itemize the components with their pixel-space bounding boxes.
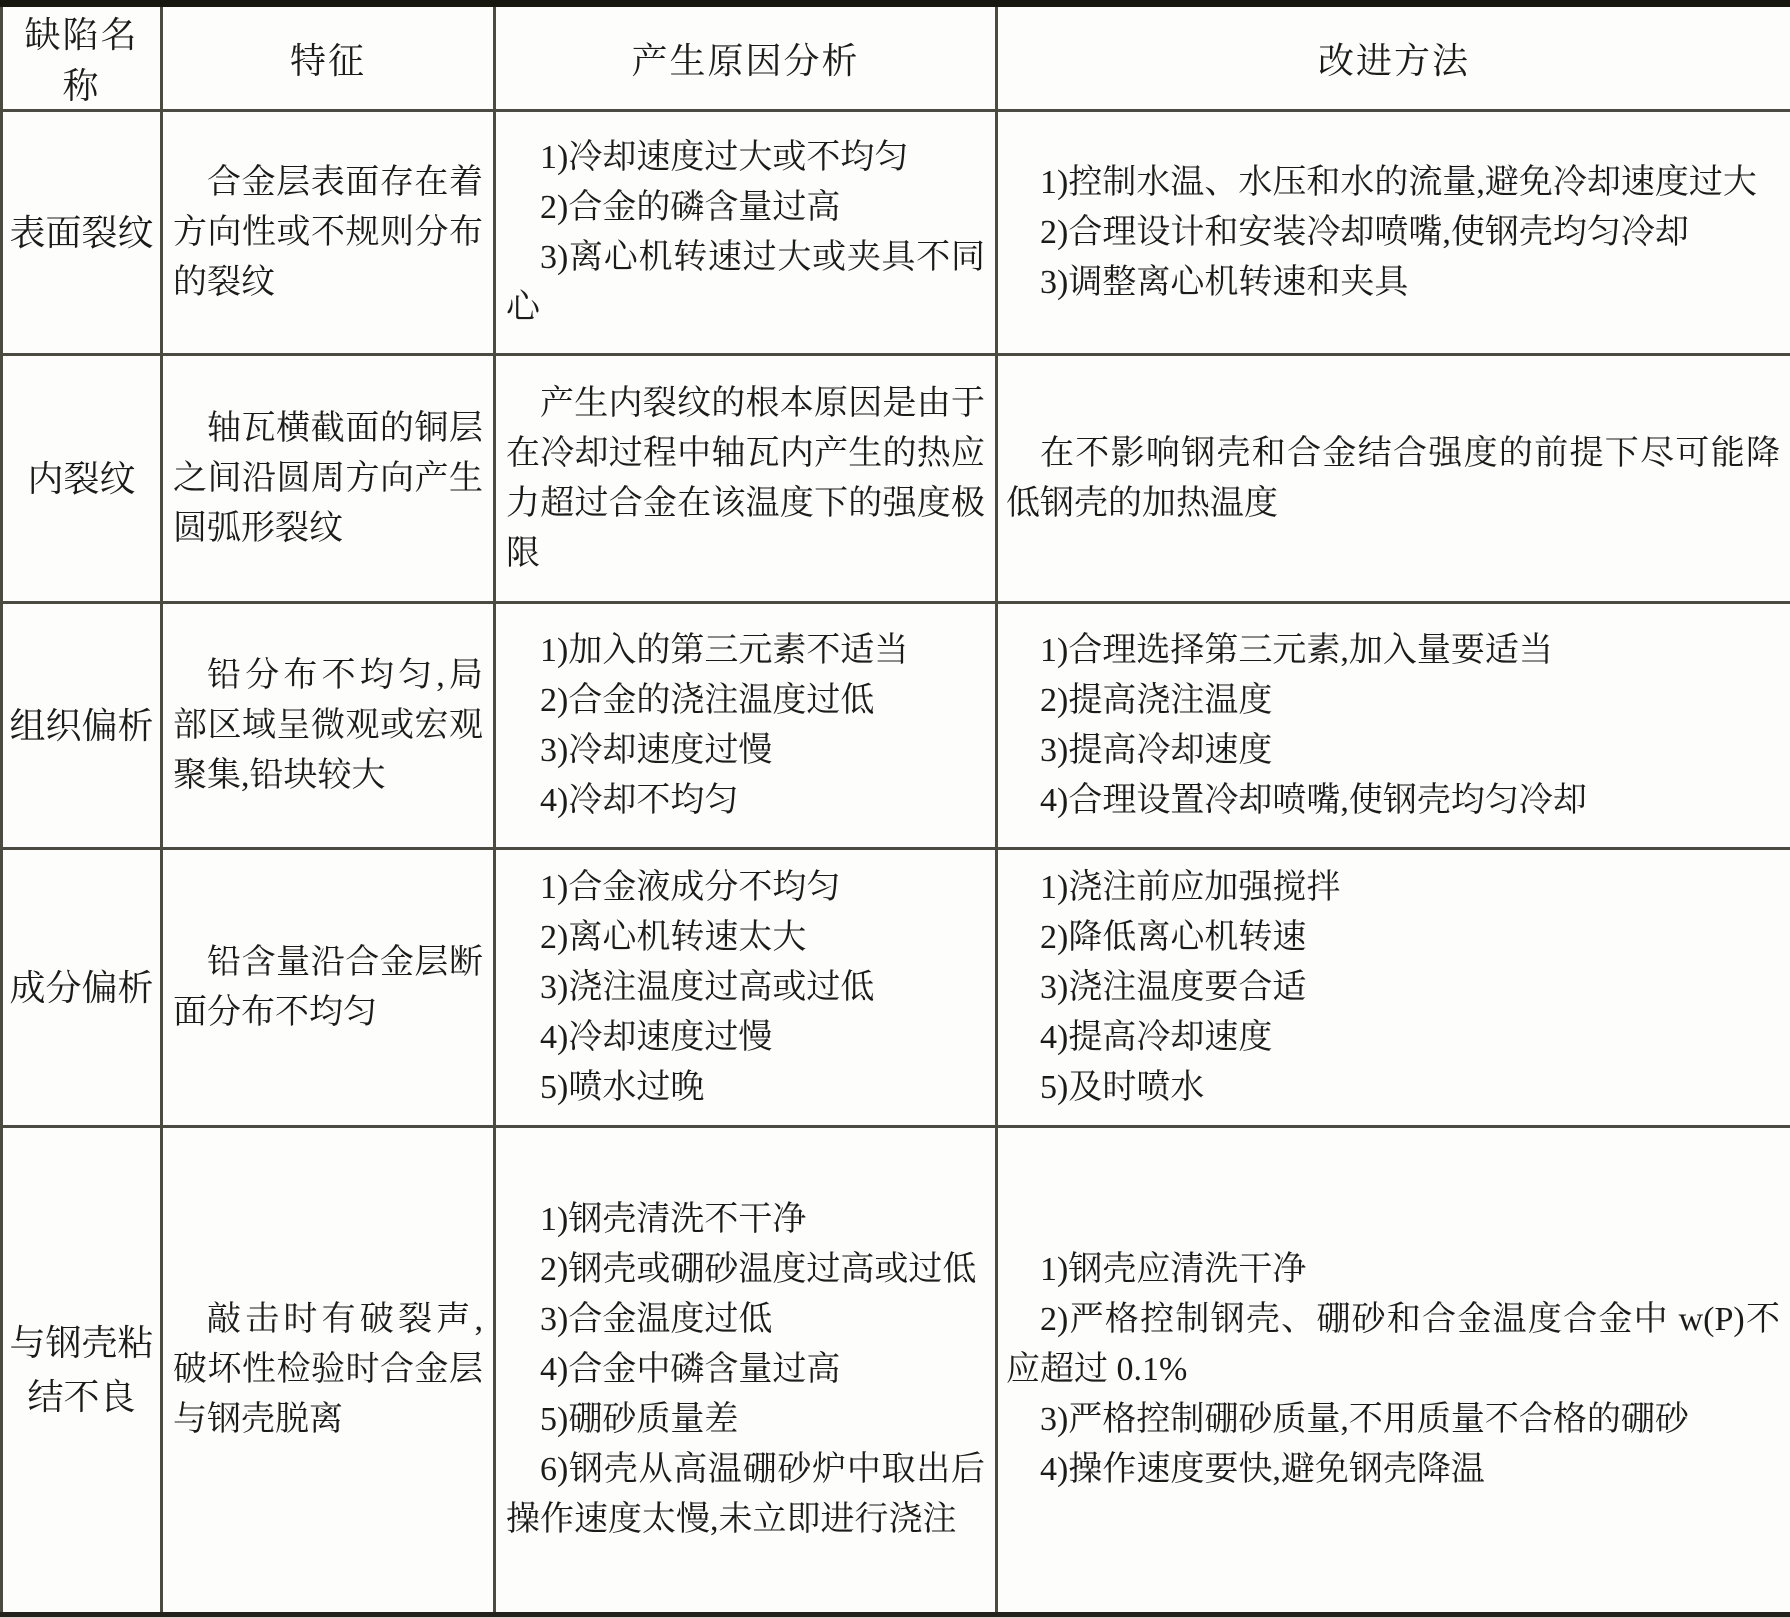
cause-cell — [495, 1127, 997, 1615]
improvement-cell — [997, 355, 1790, 603]
paragraph: 5)硼砂质量差 — [506, 1395, 985, 1445]
paragraph: 4)冷却不均匀 — [506, 776, 985, 826]
paragraph: 2)提高浇注温度 — [1006, 676, 1780, 726]
paragraph: 3)离心机转速过大或夹具不同心 — [506, 233, 985, 333]
feature-cell — [162, 355, 495, 603]
paragraph: 2)降低离心机转速 — [1006, 913, 1780, 963]
paragraph: 轴瓦横截面的铜层之间沿圆周方向产生圆弧形裂纹 — [173, 404, 483, 554]
paragraph: 2)合金的磷含量过高 — [506, 183, 985, 233]
table-row — [2, 355, 1790, 603]
cause-cell — [495, 849, 997, 1127]
header-cause-analysis: 产生原因分析 — [495, 4, 997, 111]
paragraph: 3)冷却速度过慢 — [506, 726, 985, 776]
paragraph: 3)浇注温度要合适 — [1006, 963, 1780, 1013]
table-row — [2, 111, 1790, 355]
paragraph: 敲击时有破裂声,破坏性检验时合金层与钢壳脱离 — [173, 1295, 483, 1445]
defect-name-cell: 与钢壳粘结不良 — [2, 1127, 162, 1615]
paragraph: 合金层表面存在着方向性或不规则分布的裂纹 — [173, 158, 483, 308]
improvement-cell — [997, 849, 1790, 1127]
header-improvement-method: 改进方法 — [997, 4, 1790, 111]
paragraph: 铅分布不均匀,局部区域呈微观或宏观聚集,铅块较大 — [173, 651, 483, 801]
paragraph: 5)及时喷水 — [1006, 1063, 1780, 1113]
improvement-cell — [997, 603, 1790, 849]
paragraph: 1)加入的第三元素不适当 — [506, 626, 985, 676]
defect-name-cell: 成分偏析 — [2, 849, 162, 1127]
defect-name-cell: 组织偏析 — [2, 603, 162, 849]
paragraph: 3)合金温度过低 — [506, 1295, 985, 1345]
header-feature: 特征 — [162, 4, 495, 111]
defect-name-cell: 内裂纹 — [2, 355, 162, 603]
header-row — [2, 4, 1790, 111]
paragraph: 3)浇注温度过高或过低 — [506, 963, 985, 1013]
paragraph: 1)合金液成分不均匀 — [506, 863, 985, 913]
feature-cell — [162, 1127, 495, 1615]
cause-cell — [495, 603, 997, 849]
paragraph: 3)调整离心机转速和夹具 — [1006, 258, 1780, 308]
feature-cell — [162, 603, 495, 849]
paragraph: 2)合金的浇注温度过低 — [506, 676, 985, 726]
paragraph: 3)提高冷却速度 — [1006, 726, 1780, 776]
paragraph: 铅含量沿合金层断面分布不均匀 — [173, 938, 483, 1038]
feature-cell — [162, 849, 495, 1127]
improvement-cell — [997, 111, 1790, 355]
paragraph: 1)冷却速度过大或不均匀 — [506, 133, 985, 183]
paragraph: 1)合理选择第三元素,加入量要适当 — [1006, 626, 1780, 676]
table-row — [2, 603, 1790, 849]
paragraph: 4)操作速度要快,避免钢壳降温 — [1006, 1445, 1780, 1495]
paragraph: 6)钢壳从高温硼砂炉中取出后操作速度太慢,未立即进行浇注 — [506, 1445, 985, 1545]
paragraph: 4)合金中磷含量过高 — [506, 1345, 985, 1395]
paragraph: 4)冷却速度过慢 — [506, 1013, 985, 1063]
paragraph: 1)钢壳清洗不干净 — [506, 1195, 985, 1245]
paragraph: 3)严格控制硼砂质量,不用质量不合格的硼砂 — [1006, 1395, 1780, 1445]
paragraph: 1)钢壳应清洗干净 — [1006, 1245, 1780, 1295]
paragraph: 4)提高冷却速度 — [1006, 1013, 1780, 1063]
paragraph: 在不影响钢壳和合金结合强度的前提下尽可能降低钢壳的加热温度 — [1006, 429, 1780, 529]
cause-cell — [495, 355, 997, 603]
table-body — [2, 111, 1790, 1615]
paragraph: 4)合理设置冷却喷嘴,使钢壳均匀冷却 — [1006, 776, 1780, 826]
paragraph: 1)浇注前应加强搅拌 — [1006, 863, 1780, 913]
paragraph: 2)离心机转速太大 — [506, 913, 985, 963]
paragraph: 2)钢壳或硼砂温度过高或过低 — [506, 1245, 985, 1295]
paragraph: 1)控制水温、水压和水的流量,避免冷却速度过大 — [1006, 158, 1780, 208]
defect-name-cell: 表面裂纹 — [2, 111, 162, 355]
table-header — [2, 4, 1790, 111]
improvement-cell — [997, 1127, 1790, 1615]
paragraph: 2)合理设计和安装冷却喷嘴,使钢壳均匀冷却 — [1006, 208, 1780, 258]
table-row — [2, 1127, 1790, 1615]
cause-cell — [495, 111, 997, 355]
paragraph: 产生内裂纹的根本原因是由于在冷却过程中轴瓦内产生的热应力超过合金在该温度下的强度极限 — [506, 379, 985, 579]
header-defect-name: 缺陷名称 — [2, 4, 162, 111]
paragraph: 5)喷水过晚 — [506, 1063, 985, 1113]
table-row — [2, 849, 1790, 1127]
paragraph: 2)严格控制钢壳、硼砂和合金温度合金中 w(P)不应超过 0.1% — [1006, 1295, 1780, 1395]
feature-cell — [162, 111, 495, 355]
